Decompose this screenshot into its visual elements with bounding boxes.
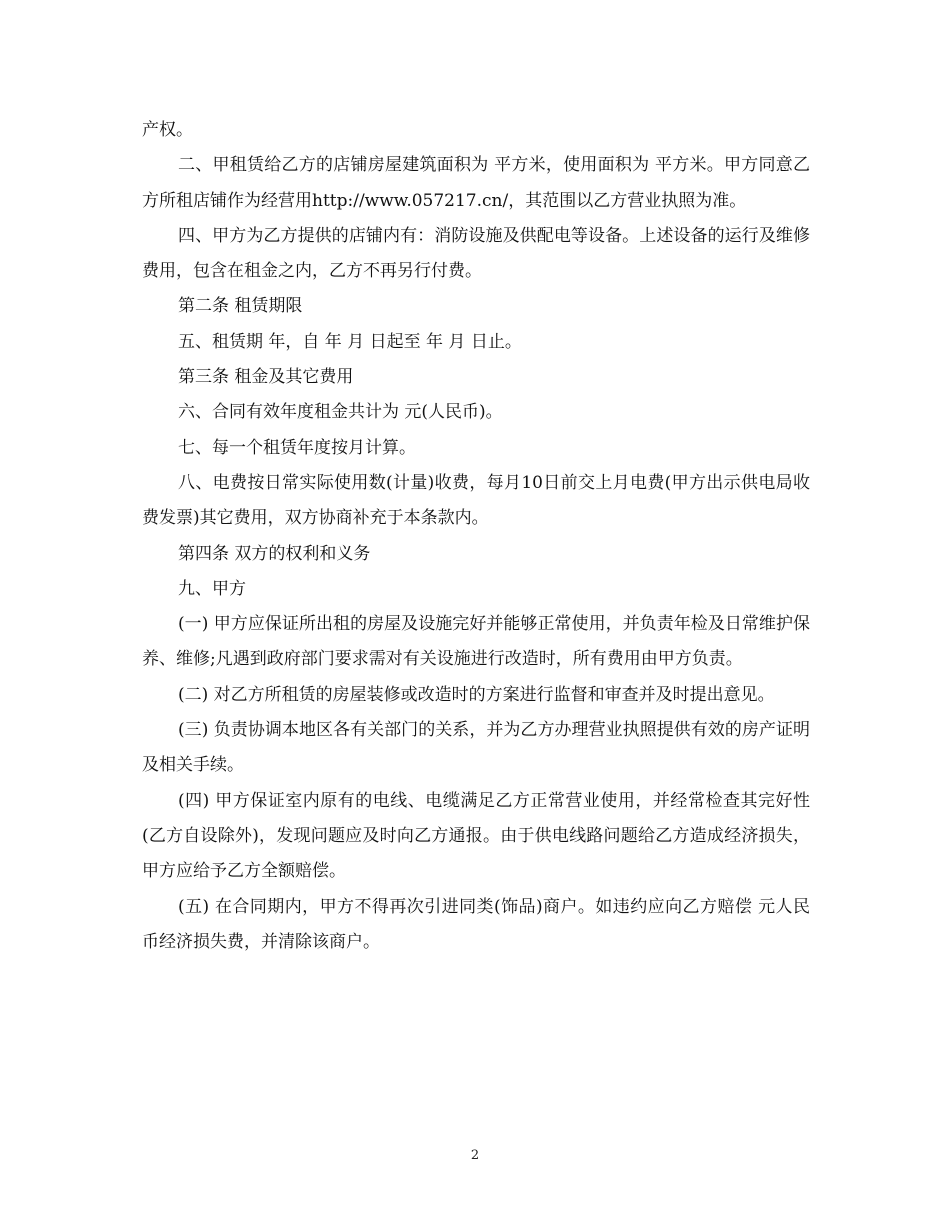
section-heading-article-2: 第二条 租赁期限 bbox=[178, 296, 303, 317]
paragraph-clause-2: 二、甲租赁给乙方的店铺房屋建筑面积为 平方米，使用面积为 平方米。甲方同意乙方所租店铺作为经营用http://www.057217.cn/，其范围以乙方营业执照为准。 bbox=[142, 155, 810, 211]
paragraph-clause-8: 八、电费按日常实际使用数(计量)收费，每月10日前交上月电费(甲方出示供电局收费发票)其它费用，双方协商补充于本条款内。 bbox=[142, 472, 810, 529]
section-heading-article-3: 第三条 租金及其它费用 bbox=[178, 367, 354, 388]
paragraph-item-1: (一) 甲方应保证所出租的房屋及设施完好并能够正常使用，并负责年检及日常维护保养、维修;凡遇到政府部门要求需对有关设施进行改造时，所有费用由甲方负责。 bbox=[142, 614, 810, 670]
paragraph-clause-5: 五、租赁期 年，自 年 月 日起至 年 月 日止。 bbox=[178, 331, 522, 352]
paragraph-item-5: (五) 在合同期内，甲方不得再次引进同类(饰品)商户。如违约应向乙方赔偿 元人民币经济损失费，并清除该商户。 bbox=[142, 896, 810, 952]
paragraph-clause-7: 七、每一个租赁年度按月计算。 bbox=[178, 437, 416, 458]
document-body bbox=[142, 113, 810, 960]
paragraph-clause-6: 六、合同有效年度租金共计为 元(人民币)。 bbox=[178, 402, 503, 423]
paragraph-item-4: (四) 甲方保证室内原有的电线、电缆满足乙方正常营业使用，并经常检查其完好性(乙方自设除外)，发现问题应及时向乙方通报。由于供电线路问题给乙方造成经济损失，甲方应给予乙方全额赔偿。 bbox=[142, 790, 810, 882]
paragraph-clause-9: 九、甲方 bbox=[178, 578, 246, 599]
paragraph-item-2: (二) 对乙方所租赁的房屋装修或改造时的方案进行监督和审查并及时提出意见。 bbox=[178, 684, 775, 705]
paragraph-continuation: 产权。 bbox=[142, 120, 193, 140]
paragraph-item-3: (三) 负责协调本地区各有关部门的关系，并为乙方办理营业执照提供有效的房产证明及相关手续。 bbox=[142, 720, 810, 776]
page-number: 2 bbox=[470, 1148, 480, 1163]
section-heading-article-4: 第四条 双方的权利和义务 bbox=[178, 543, 371, 564]
paragraph-clause-4: 四、甲方为乙方提供的店铺内有：消防设施及供配电等设备。上述设备的运行及维修费用，包含在租金之内，乙方不再另行付费。 bbox=[142, 225, 810, 282]
